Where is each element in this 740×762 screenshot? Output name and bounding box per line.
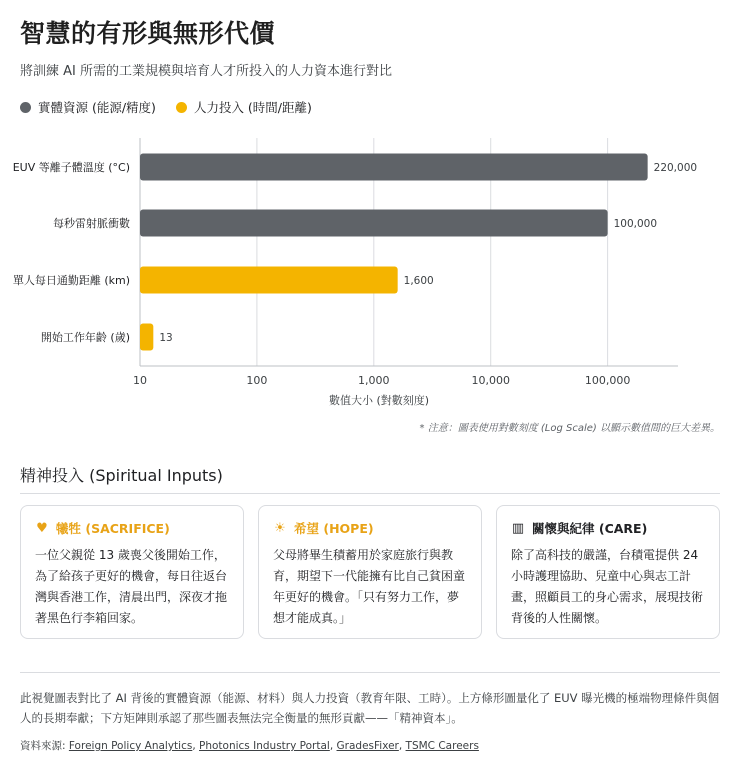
card-header — [511, 519, 705, 537]
bar — [140, 210, 608, 237]
category-label: 開始工作年齡 (歲) — [40, 331, 130, 344]
source-link-tsmc[interactable]: TSMC Careers — [405, 740, 479, 752]
legend-item-physical — [20, 98, 156, 116]
footer-description: 此視覺圖表對比了 AI 背後的實體資源（能源、材料）與人力投資（教育年限、工時）。上方條形圖量化了 EUV 曝光機的極端物理條件與個人的長期奉獻；下方矩陣則承認了那些圖表無法完全衡量的無形貢獻——「精神資本」。 — [20, 691, 720, 725]
category-label: 每秒雷射脈衝數 — [53, 217, 130, 230]
section-title: 精神投入 (Spiritual Inputs) — [20, 466, 223, 485]
source-link-gradesfixer[interactable]: GradesFixer — [336, 740, 399, 752]
card-title: 犧牲 (SACRIFICE) — [56, 521, 170, 536]
sun-icon: ☀ — [274, 520, 286, 536]
chart-note: * 注意：圖表使用對數刻度 (Log Scale) 以顯示數值間的巨大差異。 — [419, 423, 720, 434]
legend-swatch-human — [176, 102, 187, 113]
heart-icon: ♥ — [36, 520, 48, 536]
value-label: 100,000 — [613, 218, 658, 230]
source-link-foreign-policy[interactable]: Foreign Policy Analytics — [68, 740, 193, 752]
page-subtitle: 將訓練 AI 所需的工業規模與培育人才所投入的人力資本進行對比 — [20, 64, 392, 79]
card-body: 除了高科技的嚴謹，台積電提供 24 小時護理協助、兒童中心與志工計畫，照顧員工的身心需求，展現技術背後的人性關懷。 — [511, 548, 704, 625]
legend-label-human: 人力投入 (時間/距離) — [193, 100, 312, 115]
card-body: 一位父親從 13 歲喪父後開始工作，為了給孩子更好的機會，每日往返台灣與香港工作，清晨出門，深夜才拖著黑色行李箱回家。 — [35, 548, 228, 625]
legend-item-human — [176, 98, 312, 116]
category-label: 單人每日通勤距離 (km) — [12, 274, 130, 287]
card-title: 關懷與紀律 (CARE) — [532, 521, 648, 536]
card-care — [496, 505, 720, 639]
category-label: EUV 等離子體溫度 (°C) — [12, 161, 130, 174]
card-body: 父母將畢生積蓄用於家庭旅行與教育，期望下一代能擁有比自己貧困童年更好的機會。「只有努力工作，夢想才能成真。」 — [273, 548, 466, 625]
bar-chart — [0, 130, 740, 410]
legend-swatch-physical — [20, 102, 31, 113]
sources-label: 資料來源: — [20, 740, 69, 752]
card-title: 希望 (HOPE) — [294, 521, 374, 536]
x-tick-label: 10,000 — [471, 374, 510, 387]
bar — [140, 324, 153, 351]
source-link-photonics[interactable]: Photonics Industry Portal — [199, 740, 330, 752]
x-tick-label: 100,000 — [584, 374, 631, 387]
legend-label-physical: 實體資源 (能源/精度) — [38, 100, 156, 115]
page-title: 智慧的有形與無形代價 — [20, 19, 276, 48]
spiritual-cards — [20, 505, 720, 639]
value-label: 1,600 — [403, 275, 434, 287]
card-hope — [258, 505, 482, 639]
footer-divider — [20, 672, 720, 673]
book-icon: ▥ — [511, 520, 525, 536]
chart-legend — [20, 98, 312, 116]
value-label: 13 — [159, 332, 173, 344]
x-axis-title: 數值大小 (對數刻度) — [328, 394, 430, 407]
card-header — [35, 519, 229, 537]
x-tick-label: 10 — [133, 374, 147, 387]
card-header — [273, 519, 467, 537]
x-tick-label: 100 — [246, 374, 268, 387]
value-label: 220,000 — [653, 162, 698, 174]
card-sacrifice — [20, 505, 244, 639]
bar — [140, 267, 398, 294]
x-tick-label: 1,000 — [358, 374, 390, 387]
sources-line: 資料來源: Foreign Policy Analytics, Photonics Industry Portal, GradesFixer, TSMC Careers — [20, 740, 479, 752]
bar — [140, 154, 648, 181]
section-divider — [20, 493, 720, 494]
